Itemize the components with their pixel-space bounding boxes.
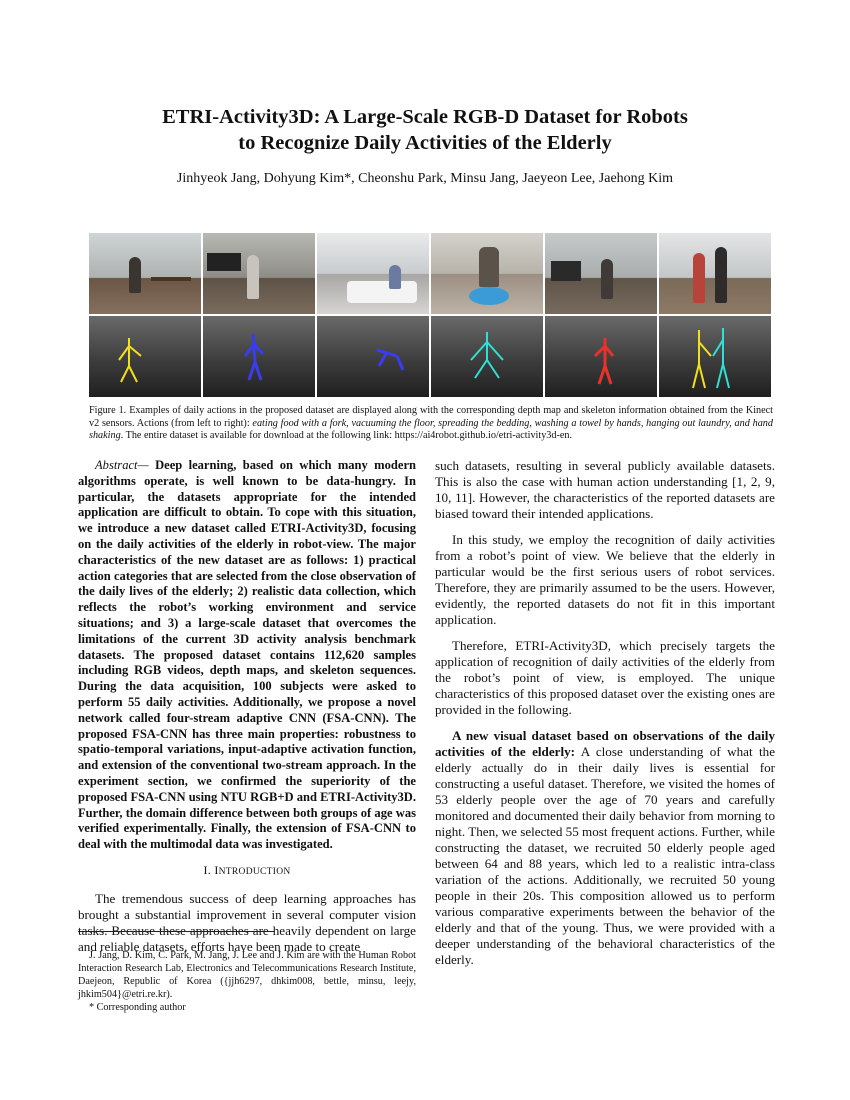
rgb-photo-spreading-bedding xyxy=(317,233,429,314)
depth-map-washing-towel xyxy=(431,316,543,397)
skeleton-lines-left xyxy=(693,330,711,388)
skeleton-overlay xyxy=(317,316,429,397)
rgb-photo-hanging-laundry xyxy=(545,233,657,314)
caption-suffix: . The entire dataset is available for download at the following link: https://ai4robot.github.io/etri-activity3d-en. xyxy=(120,430,573,442)
skeleton-overlay xyxy=(431,316,543,397)
figure-1 xyxy=(89,233,770,397)
section-heading-introduction xyxy=(78,863,416,881)
rgb-photo-vacuuming xyxy=(203,233,315,314)
skeleton-lines xyxy=(471,332,503,378)
skeleton-overlay xyxy=(545,316,657,397)
person-silhouette xyxy=(601,259,613,299)
person-silhouette xyxy=(389,265,401,289)
depth-map-hand-shaking xyxy=(659,316,771,397)
person-silhouette xyxy=(715,247,727,303)
rgb-image-row xyxy=(89,233,771,314)
skeleton-lines xyxy=(595,338,613,384)
figure-caption xyxy=(89,405,773,443)
person-silhouette xyxy=(247,255,259,299)
person-silhouette xyxy=(129,257,141,293)
section-title-rest: NTRODUCTION xyxy=(218,866,291,877)
left-column xyxy=(78,458,416,955)
caption-prefix: Figure 1. Examples of daily actions in the proposed dataset are displayed along with the corresponding depth map and skeleton information obtained from the Kinect v2 sensors. Actions (from left to right): xyxy=(89,405,773,429)
right-paragraph-1: such datasets, resulting in several publicly available datasets. This is also the case with human action understanding [1, 2, 9, 10, 11]. However, the characteristics of the reported datasets are biased toward their intended applications. xyxy=(435,458,775,521)
paragraph-4-lead: A new visual dataset based on observations of the daily activities of the elderly: xyxy=(435,728,775,759)
abstract-dash: — xyxy=(137,458,156,472)
rgb-photo-eating xyxy=(89,233,201,314)
basin-shape xyxy=(469,287,509,305)
skeleton-overlay xyxy=(203,316,315,397)
right-column xyxy=(435,458,775,968)
rgb-photo-washing-towel xyxy=(431,233,543,314)
caption-actions: eating food with a fork, vacuuming the floor, spreading the bedding, washing a towel by hands, hanging out laundry, and hand shaking xyxy=(89,417,773,442)
right-paragraph-4 xyxy=(435,728,775,968)
footnotes xyxy=(78,949,416,1014)
paper-title xyxy=(60,104,790,156)
abstract-body: Deep learning, based on which many modern algorithms operate, is well known to be data-hungry. In particular, the datasets appropriate for the intended application are difficult to obtain. To cope with this situation, we introduce a new dataset called ETRI-Activity3D, focusing on the daily activities of the elderly in robot-view. The major characteristics of the new dataset are as follows: 1) practical action categories that are selected from the close observation of the daily lives of the elderly; 2) realistic data collection, which reflects the robot’s working environment and service situations; and 3) a large-scale dataset that overcomes the limitations of the current 3D activity analysis benchmark datasets. The proposed dataset contains 112,620 samples including RGB videos, depth maps, and skeleton sequences. During the data acquisition, 100 subjects were asked to perform 55 daily activities. Additionally, we propose a novel network called four-stream adaptive CNN (FSA-CNN). The proposed FSA-CNN has three main properties: robustness to spatio-temporal variations, input-adaptive activation function, and extension of the conventional two-stream approach. In the experiment section, we confirmed the superiority of the proposed FSA-CNN using NTU RGB+D and ETRI-Activity3D. Further, the domain difference between both groups of age was verified experimentally. Finally, the extension of FSA-CNN to deal with the multimodal data was investigated. xyxy=(78,458,417,852)
tv-shape xyxy=(207,253,241,271)
depth-map-hanging-laundry xyxy=(545,316,657,397)
skeleton-lines xyxy=(377,350,403,370)
bedding-shape xyxy=(347,281,417,303)
section-title-initial: I xyxy=(214,862,219,877)
depth-map-spreading-bedding xyxy=(317,316,429,397)
right-paragraph-2: In this study, we employ the recognition of daily activities from a robot’s point of view. We believe that the elderly in particular would be the first serious users of robot services. Therefore, they are primarily assumed to be the users. However, evidently, the reported datasets do not fit in this important application. xyxy=(435,532,775,627)
skeleton-overlay xyxy=(89,316,201,397)
intro-paragraph: The tremendous success of deep learning approaches has brought a substantial improvement in several computer vision tasks. Because these approaches are heavily dependent on large and reliable datasets, efforts have been made to create xyxy=(78,890,416,954)
person-silhouette xyxy=(479,247,499,287)
author-list: Jinhyeok Jang, Dohyung Kim*, Cheonshu Park, Minsu Jang, Jaeyeon Lee, Jaehong Kim xyxy=(176,171,674,186)
title-line-1: ETRI-Activity3D: A Large-Scale RGB-D Dataset for Robots xyxy=(162,106,688,128)
footnote-corresponding: * Corresponding author xyxy=(89,1002,186,1013)
abstract xyxy=(78,458,416,853)
person-silhouette xyxy=(693,253,705,303)
right-paragraph-3: Therefore, ETRI-Activity3D, which precisely targets the application of recognition of daily activities of the elderly from the robot’s point of view, is employed. The unique characteristics of this proposed dataset over the existing ones are provided in the following. xyxy=(435,638,775,717)
footnote-divider xyxy=(78,931,274,932)
rgb-photo-hand-shaking xyxy=(659,233,771,314)
skeleton-lines xyxy=(245,334,263,380)
abstract-label: Abstract xyxy=(95,458,138,472)
skeleton-lines-right xyxy=(713,328,729,388)
table-shape xyxy=(151,277,191,281)
title-line-2: to Recognize Daily Activities of the Elderly xyxy=(238,132,612,154)
depth-map-vacuuming xyxy=(203,316,315,397)
skeleton-overlay xyxy=(659,316,771,397)
section-number: I. xyxy=(203,862,215,877)
skeleton-lines xyxy=(119,338,141,382)
depth-map-eating xyxy=(89,316,201,397)
depth-image-row xyxy=(89,316,771,397)
tv-shape xyxy=(551,261,581,281)
footnote-affiliation: J. Jang, D. Kim, C. Park, M. Jang, J. Lee and J. Kim are with the Human Robot Interaction Research Lab, Electronics and Telecommunications Research Institute, Daejeon, Republic of Korea ({jjh6297, dhkim008, bettle, minsu, leejy, jhkim504}@etri.re.kr). xyxy=(78,950,416,1000)
paragraph-4-body: A close understanding of what the elderly actually do in their daily lives is essential for constructing a useful dataset. Therefore, we visited the homes of 53 elderly people over the age of 70 years and carefully monitored and documented their daily behavior from morning to night. Then, we selected 55 most frequent actions. Further, while constructing the dataset, we recruited 50 elderly people aged between 64 and 88 years, which led to a realistic intra-class variation of the actions. Additionally, we recruited 50 young people in their 20s. This composition allowed us to perform various comparative experiments between the behavior of the elderly and that of the young. Thus, we were provided with a deeper understanding of the behavioral characteristics of the elderly. xyxy=(435,744,776,967)
